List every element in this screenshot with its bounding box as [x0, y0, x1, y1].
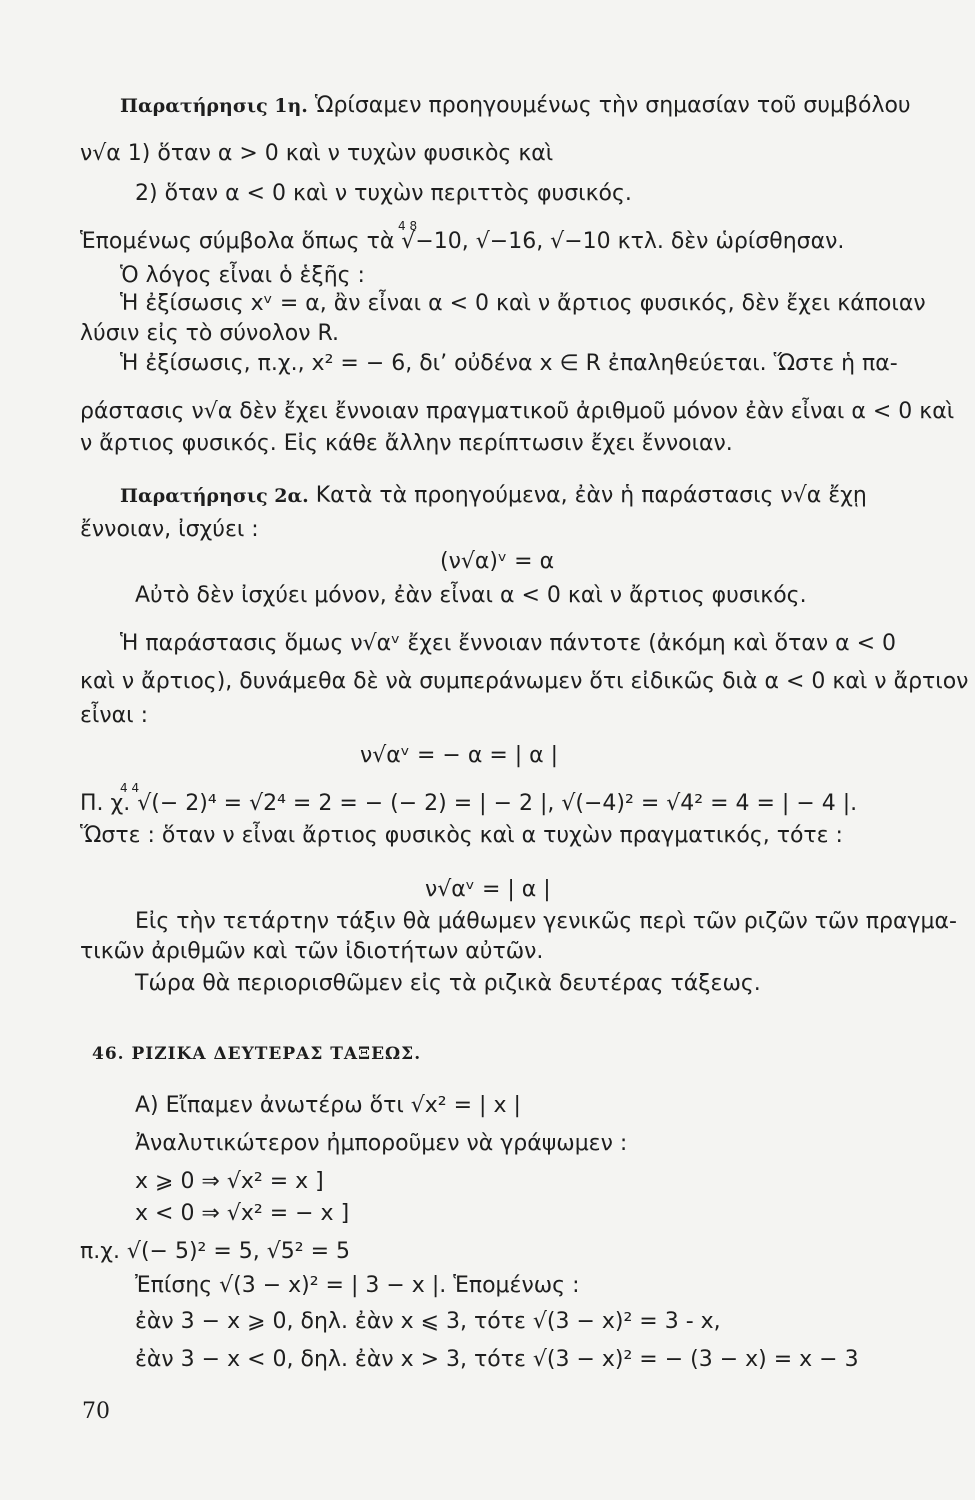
remark2-line6: εἶναι :	[80, 703, 148, 728]
remark2-line3: Αὐτὸ δὲν ἰσχύει μόνον, ἐὰν εἶναι α < 0 καὶ ν ἄρτιος φυσικός.	[135, 583, 807, 608]
section-example: π.χ. √(− 5)² = 5, √5² = 5	[80, 1239, 351, 1264]
formula-root-power: (ν√α)ᵛ = α	[440, 549, 555, 574]
remark1-line5: Ὁ λόγος εἶναι ὁ ἑξῆς :	[120, 263, 365, 288]
remark2-line4: Ἡ παράστασις ὅμως ν√αᵛ ἔχει ἔννοιαν πάντοτε (ἀκόμη καὶ ὅταν α < 0	[120, 631, 897, 656]
remark1-label: Παρατήρησις 1η.	[120, 95, 308, 117]
remark2-line7: Ὥστε : ὅταν ν εἶναι ἄρτιος φυσικὸς καὶ α τυχὼν πραγματικός, τότε :	[80, 823, 843, 848]
section-case-nonneg: x ⩾ 0 ⇒ √x² = x ]	[135, 1169, 324, 1194]
remark1-line10: ν ἄρτιος φυσικός. Εἰς κάθε ἄλλην περίπτωσιν ἔχει ἔννοιαν.	[80, 431, 733, 456]
remark1-line7: λύσιν εἰς τὸ σύνολον R.	[80, 321, 340, 346]
remark2-line8: Εἰς τὴν τετάρτην τάξιν θὰ μάθωμεν γενικῶς περὶ τῶν ριζῶν τῶν πραγμα-	[135, 909, 957, 934]
remark1-line6: Ἡ ἐξίσωσις xᵛ = α, ἂν εἶναι α < 0 καὶ ν ἄρτιος φυσικός, δὲν ἔχει κάποιαν	[120, 291, 926, 316]
page-number: 70	[82, 1399, 110, 1424]
section-line2: Ἀναλυτικώτερον ἠμποροῦμεν νὰ γράψωμεν :	[135, 1131, 628, 1156]
remark2-line9: τικῶν ἀριθμῶν καὶ τῶν ἰδιοτήτων αὐτῶν.	[80, 939, 544, 964]
formula-abs-negative: ν√αᵛ = − α = | α |	[360, 743, 559, 768]
example-line: Π. χ. √(− 2)⁴ = √2⁴ = 2 = − (− 2) = | − 2 |, √(−4)² = √4² = 4 = | − 4 |.	[80, 791, 858, 816]
remark1-line4: Ἑπομένως σύμβολα ὅπως τὰ √−10, √−16, √−10 κτλ. δὲν ὡρίσθησαν.	[80, 229, 845, 254]
remark2-first-line	[120, 482, 867, 510]
section-case-neg: x < 0 ⇒ √x² = − x ]	[135, 1201, 350, 1226]
remark1-line2: ν√α 1) ὅταν α > 0 καὶ ν τυχὼν φυσικὸς καὶ	[80, 141, 554, 166]
example-indices: 4 4	[120, 781, 140, 795]
formula-abs: ν√αᵛ = | α |	[425, 877, 551, 902]
remark1-line8: Ἡ ἐξίσωσις, π.χ., x² = − 6, δι’ οὐδένα x ∈ R ἐπαληθεύεται. Ὥστε ἡ πα-	[120, 351, 898, 376]
remark2-line10: Τώρα θὰ περιορισθῶμεν εἰς τὰ ριζικὰ δευτέρας τάξεως.	[135, 971, 761, 996]
section-heading: 46. ΡΙΖΙΚΑ ΔΕΥΤΕΡΑΣ ΤΑΞΕΩΣ.	[92, 1044, 422, 1064]
remark2-label: Παρατήρησις 2α.	[120, 485, 309, 507]
remark2-line5: καὶ ν ἄρτιος), δυνάμεθα δὲ νὰ συμπεράνωμεν ὅτι εἰδικῶς διὰ α < 0 καὶ ν ἄρτιον	[80, 669, 969, 694]
section-line8: ἐὰν 3 − x < 0, δηλ. ἐὰν x > 3, τότε √(3 − x)² = − (3 − x) = x − 3	[135, 1347, 859, 1372]
remark1-line3: 2) ὅταν α < 0 καὶ ν τυχὼν περιττὸς φυσικός.	[135, 181, 632, 206]
root-indices: 4 8	[398, 219, 418, 233]
section-line1: Α) Εἴπαμεν ἀνωτέρω ὅτι √x² = | x |	[135, 1093, 521, 1118]
remark1-first-line	[120, 92, 911, 120]
section-line6: Ἐπίσης √(3 − x)² = | 3 − x |. Ἑπομένως :	[135, 1273, 580, 1298]
section-line7: ἐὰν 3 − x ⩾ 0, δηλ. ἐὰν x ⩽ 3, τότε √(3 − x)² = 3 - x,	[135, 1309, 721, 1334]
remark1-line1: Ὡρίσαμεν προηγουμένως τὴν σημασίαν τοῦ συμβόλου	[314, 93, 911, 118]
remark2-line2: ἔννοιαν, ἰσχύει :	[80, 517, 259, 542]
remark2-line1: Κατὰ τὰ προηγούμενα, ἐὰν ἡ παράστασις ν√α ἔχῃ	[315, 483, 867, 508]
remark1-line9: ράστασις ν√α δὲν ἔχει ἔννοιαν πραγματικοῦ ἀριθμοῦ μόνον ἐὰν εἶναι α < 0 καὶ	[80, 399, 955, 424]
